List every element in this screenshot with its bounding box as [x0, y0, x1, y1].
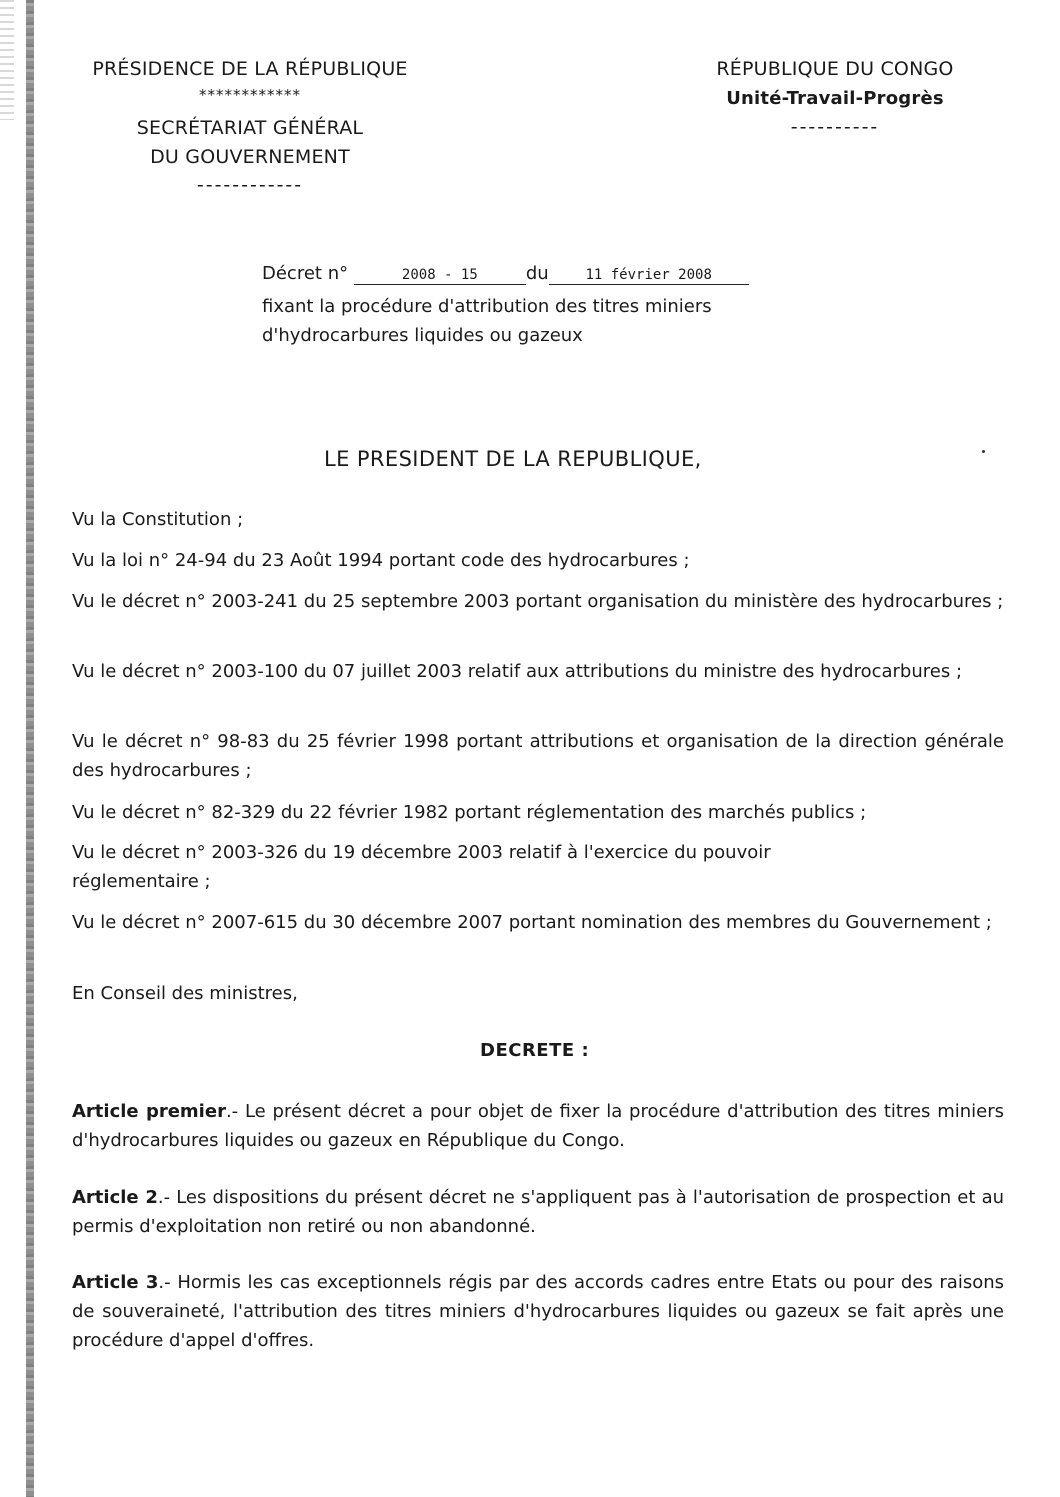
header-republique: RÉPUBLIQUE DU CONGO: [716, 58, 954, 80]
header-stars: ************: [199, 86, 301, 104]
article-3: [72, 1268, 1004, 1355]
visa-conseil-ministres: En Conseil des ministres,: [72, 983, 298, 1004]
header-left-dash: ------------: [196, 174, 304, 196]
decree-subject-line2: d'hydrocarbures liquides ou gazeux: [262, 325, 583, 346]
decree-du: du: [525, 263, 549, 284]
header-presidence: PRÉSIDENCE DE LA RÉPUBLIQUE: [92, 58, 408, 80]
visa-decret-82-329: Vu le décret n° 82-329 du 22 février 1982 portant réglementation des marchés publics ;: [72, 802, 867, 823]
visa-decret-98-83: Vu le décret n° 98-83 du 25 février 1998 portant attributions et organisation de la direction générale des hydrocarbures ;: [72, 731, 1004, 781]
president-heading: LE PRESIDENT DE LA REPUBLIQUE,: [324, 447, 702, 471]
visa-decret-2003-241: Vu le décret n° 2003-241 du 25 septembre 2003 portant organisation du ministère des hydrocarbures ;: [72, 591, 1004, 612]
header-right-dash: ----------: [790, 116, 880, 138]
scan-speck: [982, 450, 985, 453]
decree-number: 2008 - 15: [354, 266, 526, 285]
decree-title-line: [262, 263, 749, 285]
article-3-label: Article 3: [72, 1272, 159, 1293]
decree-prefix: Décret n°: [262, 263, 349, 284]
header-gouvernement: DU GOUVERNEMENT: [150, 146, 350, 168]
decrete-heading: DECRETE :: [480, 1040, 590, 1061]
visa-loi-24-94: Vu la loi n° 24-94 du 23 Août 1994 portant code des hydrocarbures ;: [72, 550, 690, 571]
article-2-label: Article 2: [72, 1187, 158, 1208]
scan-edge-marks: [0, 0, 14, 120]
article-2-text: .- Les dispositions du présent décret ne s'appliquent pas à l'autorisation de prospection et au permis d'exploitation non retiré ou non abandonné.: [72, 1187, 1005, 1237]
article-2: [72, 1183, 1004, 1241]
decree-date: 11 février 2008: [549, 266, 749, 285]
visa-decret-2007-615: Vu le décret n° 2007-615 du 30 décembre 2007 portant nomination des membres du Gouvernement ;: [72, 912, 992, 933]
header-secretariat: SECRÉTARIAT GÉNÉRAL: [136, 117, 364, 139]
article-3-text: .- Hormis les cas exceptionnels régis par des accords cadres entre Etats ou pour des raisons de souveraineté, l'attribution des titres miniers d'hydrocarbures liquides ou gazeux se fait après une procédure d'appel d'offres.: [72, 1272, 1005, 1351]
article-premier-text: .- Le présent décret a pour objet de fixer la procédure d'attribution des titres miniers d'hydrocarbures liquides ou gazeux en République du Congo.: [72, 1101, 1004, 1151]
visa-decret-2003-100: Vu le décret n° 2003-100 du 07 juillet 2003 relatif aux attributions du ministre des hydrocarbures ;: [72, 661, 963, 682]
decree-subject-line1: fixant la procédure d'attribution des titres miniers: [262, 296, 712, 317]
header-motto: Unité-Travail-Progrès: [726, 88, 944, 109]
visa-decret-2003-326: Vu le décret n° 2003-326 du 19 décembre 2003 relatif à l'exercice du pouvoir réglementaire ;: [72, 842, 771, 892]
scan-edge-shadow: [26, 0, 34, 1497]
visa-constitution: Vu la Constitution ;: [72, 509, 244, 530]
article-premier: [72, 1097, 1004, 1155]
article-premier-label: Article premier: [72, 1101, 226, 1122]
